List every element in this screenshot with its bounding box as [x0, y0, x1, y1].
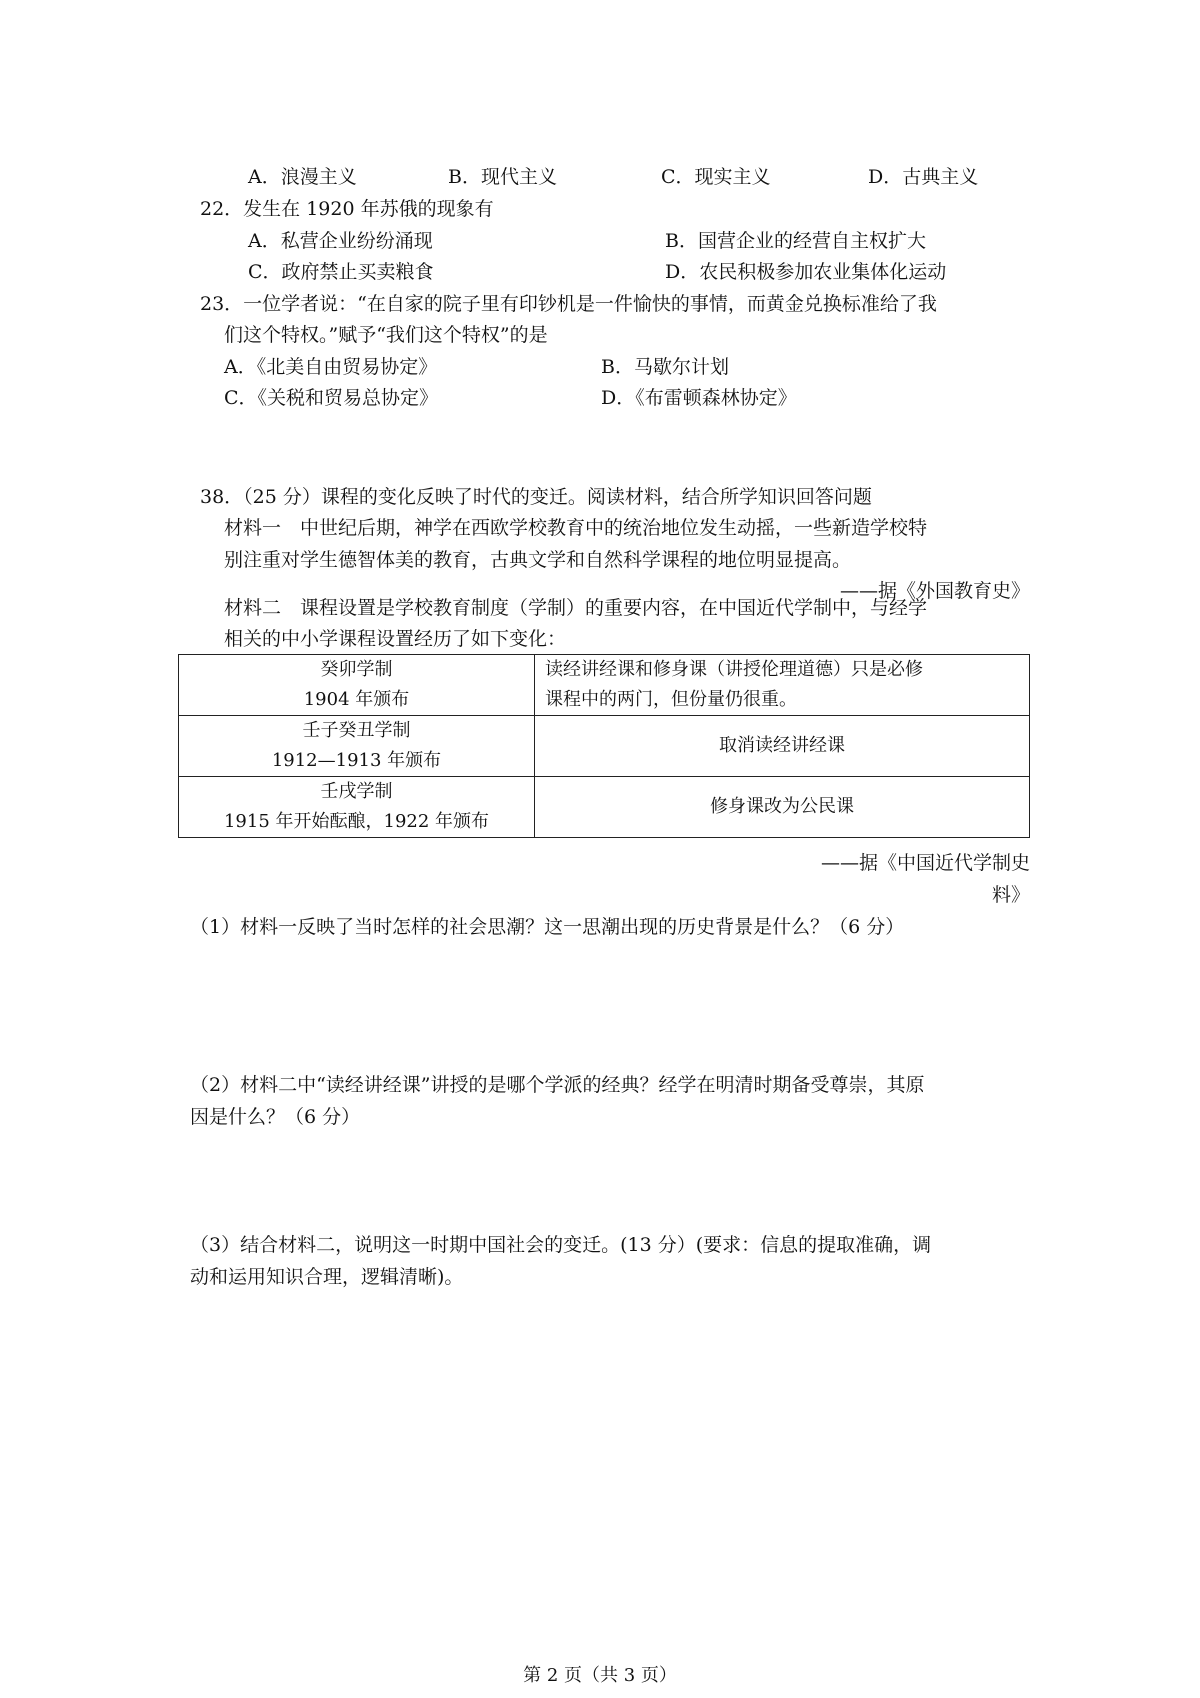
table-cell-desc	[535, 777, 1030, 838]
stage-year: 1912—1913 年颁布	[271, 750, 442, 771]
q21-option-b: B．现代主义	[448, 166, 557, 188]
q23-option-c: C．《关税和贸易总协定》	[224, 387, 439, 409]
q23-stem-line2: 们这个特权。”赋予“我们这个特权”的是	[224, 324, 548, 346]
table-row	[179, 777, 1030, 838]
page-footer: 第 2 页（共 3 页）	[523, 1665, 677, 1686]
desc-line: 修身课改为公民课	[710, 796, 854, 817]
q21-options	[248, 162, 1048, 193]
curriculum-table	[178, 654, 1030, 838]
q21-option-c: C．现实主义	[661, 166, 771, 188]
desc-line: 读经讲经课和修身课（讲授伦理道德）只是必修	[545, 659, 923, 680]
table-cell-stage	[179, 777, 535, 838]
desc-line: 课程中的两门，但份量仍很重。	[545, 689, 797, 710]
table-row	[179, 655, 1030, 716]
q22-option-b: B．国营企业的经营自主权扩大	[665, 230, 926, 252]
q23-option-d: D．《布雷顿森林协定》	[601, 387, 797, 409]
stage-year: 1915 年开始酝酿，1922 年颁布	[223, 811, 490, 832]
q22-option-a: A．私营企业纷纷涌现	[248, 230, 433, 252]
table-cell-stage	[179, 655, 535, 716]
q38-sub-question-2-line2: 因是什么？（6 分）	[190, 1106, 361, 1128]
q23-option-a: A．《北美自由贸易协定》	[224, 356, 438, 378]
table-cell-desc	[535, 716, 1030, 777]
q23-stem-line1: 23．一位学者说：“在自家的院子里有印钞机是一件愉快的事情，而黄金兑换标准给了我	[200, 293, 937, 315]
q21-option-d: D．古典主义	[868, 166, 979, 188]
table-row	[179, 716, 1030, 777]
q38-material1-line1: 材料一 中世纪后期，神学在西欧学校教育中的统治地位发生动摇，一些新造学校特	[224, 517, 928, 539]
q22-stem: 22．发生在 1920 年苏俄的现象有	[200, 198, 494, 220]
desc-line: 取消读经讲经课	[719, 735, 845, 756]
q21-option-a: A．浪漫主义	[248, 166, 357, 188]
q23-options-row1	[224, 352, 1024, 383]
q38-material1-line2: 别注重对学生德智体美的教育，古典文学和自然科学课程的地位明显提高。	[224, 549, 852, 571]
q38-material2-source-line1: ——据《中国近代学制史	[820, 852, 1030, 874]
q38-sub-question-3-line2: 动和运用知识合理，逻辑清晰)。	[190, 1266, 464, 1288]
q22-options-row2	[248, 257, 1048, 288]
q38-material1-source: ——据《外国教育史》	[839, 580, 1030, 602]
stage-year: 1904 年颁布	[303, 689, 410, 710]
q38-sub-question-1: （1）材料一反映了当时怎样的社会思潮？这一思潮出现的历史背景是什么？（6 分）	[190, 916, 905, 938]
q22-option-c: C．政府禁止买卖粮食	[248, 261, 434, 283]
table-cell-desc	[535, 655, 1030, 716]
q38-material2-source-line2: 料》	[991, 884, 1030, 906]
table-cell-stage	[179, 716, 535, 777]
q23-option-b: B．马歇尔计划	[601, 356, 729, 378]
stage-name: 壬子癸丑学制	[302, 720, 411, 741]
q23-options-row2	[224, 383, 1024, 414]
q38-title: 38．（25 分）课程的变化反映了时代的变迁。阅读材料，结合所学知识回答问题	[200, 486, 872, 508]
q22-option-d: D．农民积极参加农业集体化运动	[665, 261, 947, 283]
q38-sub-question-3-line1: （3）结合材料二，说明这一时期中国社会的变迁。(13 分）(要求：信息的提取准确，调	[190, 1234, 932, 1256]
q38-sub-question-2-line1: （2）材料二中“读经讲经课”讲授的是哪个学派的经典？经学在明清时期备受尊崇，其原	[190, 1074, 925, 1096]
q22-options-row1	[248, 226, 1048, 257]
stage-name: 癸卯学制	[320, 659, 393, 680]
stage-name: 壬戌学制	[320, 781, 393, 802]
q38-material2-line2: 相关的中小学课程设置经历了如下变化：	[224, 628, 567, 650]
q38-material2-line1: 材料二 课程设置是学校教育制度（学制）的重要内容，在中国近代学制中，与经学	[224, 597, 928, 619]
